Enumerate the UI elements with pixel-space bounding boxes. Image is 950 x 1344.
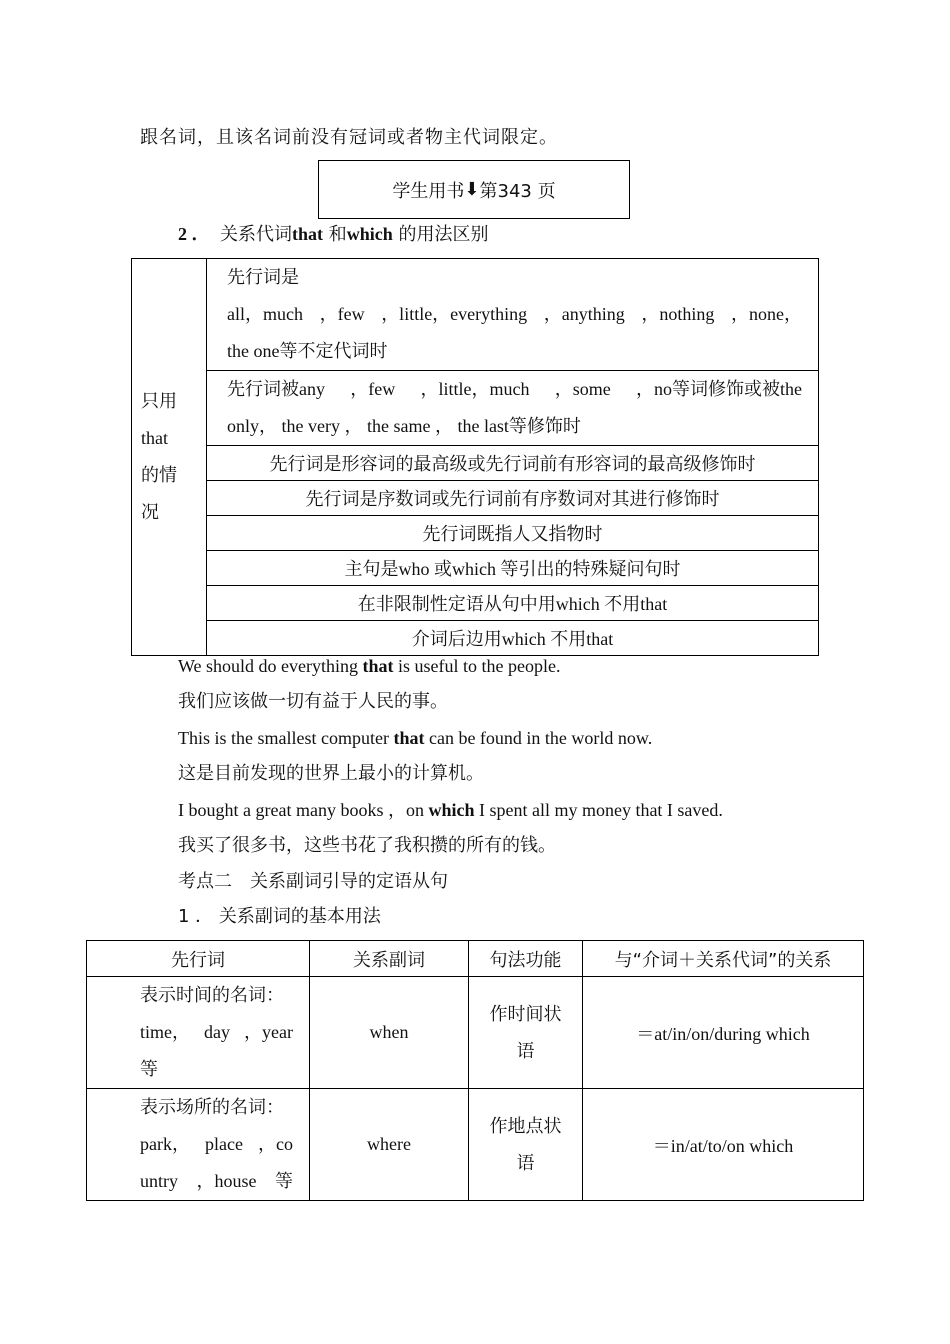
- row-special-question: 主句是who 或which 等引出的特殊疑问句时: [207, 551, 819, 586]
- antecedent-place: 表示场所的名词： park， place ，co untry ，house 等: [87, 1089, 310, 1201]
- side-label: 只用 that 的情 况: [132, 259, 207, 656]
- relation-place: ＝in/at/to/on which: [583, 1089, 864, 1201]
- antecedent-time: 表示时间的名词： time， day ，year 等: [87, 977, 310, 1089]
- header-antecedent: 先行词: [87, 941, 310, 977]
- function-time: 作时间状 语: [469, 977, 583, 1089]
- header-relation: 与“介词＋关系代词”的关系: [583, 941, 864, 977]
- down-arrow-icon: ⬇: [464, 179, 480, 200]
- row-superlative: 先行词是形容词的最高级或先行词前有形容词的最高级修饰时: [207, 446, 819, 481]
- relation-time: ＝at/in/on/during which: [583, 977, 864, 1089]
- that-which-table: [131, 258, 819, 656]
- example-2: This is the smallest computer that can be found in the world now.: [178, 728, 653, 748]
- adverb-when: when: [310, 977, 469, 1089]
- header-function: 句法功能: [469, 941, 583, 977]
- function-place: 作地点状 语: [469, 1089, 583, 1201]
- row-modifiers: 先行词被any ，few ，little，much ，some ，no等词修饰或被the only， the very ， the same ， the last等修饰时: [207, 371, 819, 446]
- section2-heading: 考点二 关系副词引导的定语从句: [178, 871, 448, 892]
- banner-text-after: 第343 页: [479, 180, 556, 202]
- row-indefinite-pronouns: 先行词是 all，much ，few ，little，everything ，anything ，nothing ，none， the one等不定代词时: [207, 259, 819, 371]
- section1-heading: 2 ． 关系代词that 和which 的用法区别: [178, 224, 489, 245]
- example-1: We should do everything that is useful to the people.: [178, 656, 561, 676]
- table-row: [87, 1089, 864, 1201]
- example-3-translation: 我买了很多书，这些书花了我积攒的所有的钱。: [178, 835, 556, 856]
- example-3: I bought a great many books ，on which I spent all my money that I saved.: [178, 800, 723, 820]
- row-ordinal: 先行词是序数词或先行词前有序数词对其进行修饰时: [207, 481, 819, 516]
- table-row: [87, 977, 864, 1089]
- row-nonrestrictive: 在非限制性定语从句中用which 不用that: [207, 586, 819, 621]
- example-2-translation: 这是目前发现的世界上最小的计算机。: [178, 763, 484, 784]
- row-after-preposition: 介词后边用which 不用that: [207, 621, 819, 656]
- relative-adverb-table: [86, 940, 864, 1201]
- example-1-translation: 我们应该做一切有益于人民的事。: [178, 691, 448, 712]
- row-person-and-thing: 先行词既指人又指物时: [207, 516, 819, 551]
- banner-text-before: 学生用书: [392, 180, 465, 202]
- header-adverb: 关系副词: [310, 941, 469, 977]
- intro-line: 跟名词，且该名词前没有冠词或者物主代词限定。: [140, 127, 558, 148]
- student-book-banner: [318, 160, 630, 219]
- adverb-where: where: [310, 1089, 469, 1201]
- section2-subheading: 1 ． 关系副词的基本用法: [178, 906, 381, 927]
